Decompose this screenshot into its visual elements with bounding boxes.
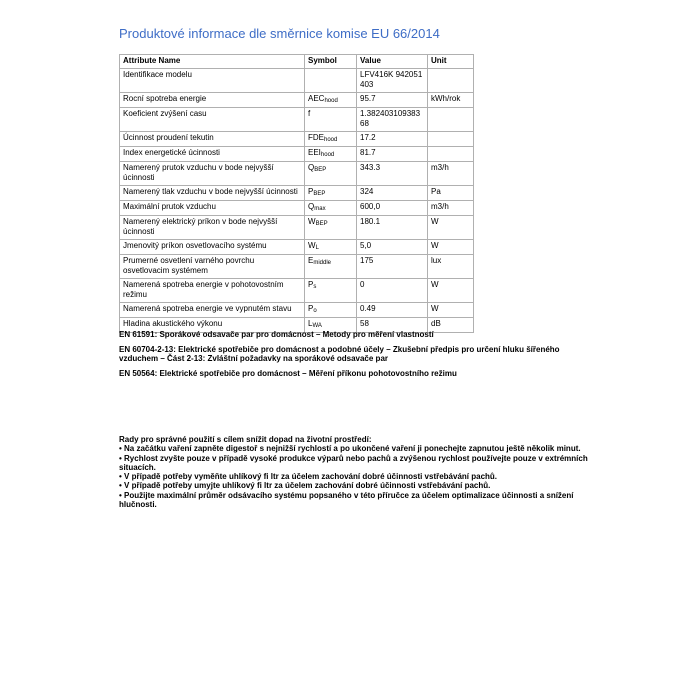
attribute-name-cell: Úcinnost proudení tekutin (120, 132, 305, 147)
advice-heading: Rady pro správné použití s cílem snížit dopad na životní prostředí: (119, 435, 372, 444)
attribute-name-cell: Maximální prutok vzduchu (120, 201, 305, 216)
symbol-base: P (308, 280, 314, 289)
attribute-name-cell: Koeficient zvýšení casu (120, 108, 305, 132)
attribute-name-cell: Namerený prutok vzduchu v bode nejvyšší úcinnosti (120, 162, 305, 186)
symbol-base: FDE (308, 133, 324, 142)
value-cell: 175 (357, 255, 428, 279)
symbol-subscript: L (315, 245, 319, 251)
unit-cell: Pa (428, 186, 474, 201)
symbol-subscript: WA (312, 323, 322, 329)
symbol-subscript: hood (324, 98, 338, 104)
unit-cell (428, 147, 474, 162)
table-row (120, 69, 474, 93)
value-cell: 95.7 (357, 93, 428, 108)
standard-reference: EN 61591: Sporákové odsavače par pro domácnost – Metody pro měření vlastností (119, 330, 434, 339)
col-header-value: Value (357, 55, 428, 69)
value-cell: 17.2 (357, 132, 428, 147)
unit-cell (428, 108, 474, 132)
value-cell: 600,0 (357, 201, 428, 216)
page-title: Produktové informace dle směrnice komise EU 66/2014 (119, 26, 440, 41)
unit-cell: lux (428, 255, 474, 279)
unit-cell: W (428, 279, 474, 303)
col-header-attribute-name: Attribute Name (120, 55, 305, 69)
standards-section (119, 330, 585, 383)
table-header-row (120, 55, 474, 69)
symbol-subscript: hood (324, 137, 338, 143)
value-cell: 324 (357, 186, 428, 201)
symbol-base: Q (308, 163, 315, 172)
attribute-name-cell: Namerená spotreba energie ve vypnutém stavu (120, 303, 305, 318)
symbol-cell (305, 255, 357, 279)
symbol-base: P (308, 187, 314, 196)
standard-reference: EN 50564: Elektrické spotřebiče pro domácnost – Měření příkonu pohotovostního režimu (119, 368, 457, 378)
value-cell: 0.49 (357, 303, 428, 318)
symbol-cell (305, 303, 357, 318)
unit-cell: m3/h (428, 162, 474, 186)
unit-cell (428, 132, 474, 147)
attribute-name-cell: Namerený elektrický príkon v bode nejvyšší úcinnosti (120, 216, 305, 240)
symbol-subscript: BEP (315, 221, 328, 227)
symbol-cell (305, 186, 357, 201)
standard-reference: EN 60704-2-13: Elektrické spotřebiče pro domácnost a podobné účely – Zkušební předpis pro určení hluku šířeného vzduchem – Část 2-13: Zvláštní požadavky na sporákové odsavače par (119, 344, 560, 363)
symbol-subscript: BEP (313, 191, 326, 197)
table-row (120, 147, 474, 162)
symbol-subscript: middle (313, 260, 332, 266)
advice-bullet-item: • Rychlost zvyšte pouze v případě vysoké produkce výparů nebo pachů a zvýšenou rychlost používejte pouze v extrémních situacích. (119, 454, 589, 473)
attribute-name-cell: Namerená spotreba energie v pohotovostním režimu (120, 279, 305, 303)
symbol-cell (305, 69, 357, 93)
symbol-cell (305, 132, 357, 147)
symbol-subscript: hood (320, 152, 335, 158)
unit-cell: kWh/rok (428, 93, 474, 108)
attribute-name-cell: Index energetické úcinnosti (120, 147, 305, 162)
table-row (120, 240, 474, 255)
advice-items (119, 444, 589, 509)
table-header (120, 55, 474, 69)
advice-bullet-item: • V případě potřeby umyjte uhlíkový fi ltr za účelem zachování dobré účinnosti vstřebávání pachů. (119, 481, 589, 490)
symbol-base: EEI (308, 148, 321, 157)
symbol-base: L (308, 319, 313, 328)
symbol-subscript: o (313, 308, 317, 314)
symbol-subscript: max (314, 206, 326, 212)
attribute-name-cell: Jmenovitý príkon osvetlovacího systému (120, 240, 305, 255)
symbol-cell (305, 279, 357, 303)
advice-bullet-item: • Na začátku vaření zapněte digestoř s nejnižší rychlostí a po ukončené vaření ji ponechejte zapnutou ještě několik minut. (119, 444, 589, 453)
symbol-cell (305, 216, 357, 240)
symbol-base: W (308, 217, 316, 226)
symbol-base: P (308, 304, 314, 313)
symbol-cell (305, 201, 357, 216)
symbol-base: W (308, 241, 316, 250)
unit-cell: W (428, 303, 474, 318)
value-cell: 81.7 (357, 147, 428, 162)
symbol-cell (305, 162, 357, 186)
advice-bullet-item: • V případě potřeby vyměňte uhlíkový fi ltr za účelem zachování dobré účinnosti vstřebávání pachů. (119, 472, 589, 481)
symbol-cell (305, 93, 357, 108)
table-row (120, 93, 474, 108)
attribute-name-cell: Rocní spotreba energie (120, 93, 305, 108)
table-row (120, 186, 474, 201)
table-body (120, 69, 474, 333)
table-row (120, 132, 474, 147)
advice-bullet-item: • Použijte maximální průměr odsávacího systému popsaného v této příručce za účelem optimalizace účinnosti a snížení hlučnosti. (119, 491, 589, 510)
value-cell: 58 (357, 318, 428, 333)
table-row (120, 279, 474, 303)
product-info-table (119, 54, 474, 333)
symbol-base: AEC (308, 94, 325, 103)
advice-section (119, 435, 589, 509)
value-cell: 180.1 (357, 216, 428, 240)
unit-cell: m3/h (428, 201, 474, 216)
attribute-name-cell: Namerený tlak vzduchu v bode nejvyšší úcinnosti (120, 186, 305, 201)
col-header-unit: Unit (428, 55, 474, 69)
attribute-name-cell: Hladina akustického výkonu (120, 318, 305, 333)
unit-cell: W (428, 216, 474, 240)
value-cell: 1.38240310938368 (357, 108, 428, 132)
symbol-base: f (308, 109, 311, 118)
symbol-subscript: s (313, 284, 317, 290)
table-row (120, 162, 474, 186)
table-row (120, 303, 474, 318)
value-cell: 343.3 (357, 162, 428, 186)
symbol-base: Q (308, 202, 315, 211)
symbol-subscript: BEP (314, 167, 327, 173)
attribute-name-cell: Identifikace modelu (120, 69, 305, 93)
symbol-cell (305, 147, 357, 162)
value-cell: 5,0 (357, 240, 428, 255)
unit-cell (428, 69, 474, 93)
unit-cell: W (428, 240, 474, 255)
table-row (120, 108, 474, 132)
table-row (120, 201, 474, 216)
table-row (120, 216, 474, 240)
col-header-symbol: Symbol (305, 55, 357, 69)
symbol-cell (305, 240, 357, 255)
symbol-base: E (308, 256, 314, 265)
value-cell: LFV416K 942051403 (357, 69, 428, 93)
table-row (120, 255, 474, 279)
attribute-name-cell: Prumerné osvetlení varného povrchu osvetlovacim systémem (120, 255, 305, 279)
unit-cell: dB (428, 318, 474, 333)
value-cell: 0 (357, 279, 428, 303)
symbol-cell (305, 108, 357, 132)
